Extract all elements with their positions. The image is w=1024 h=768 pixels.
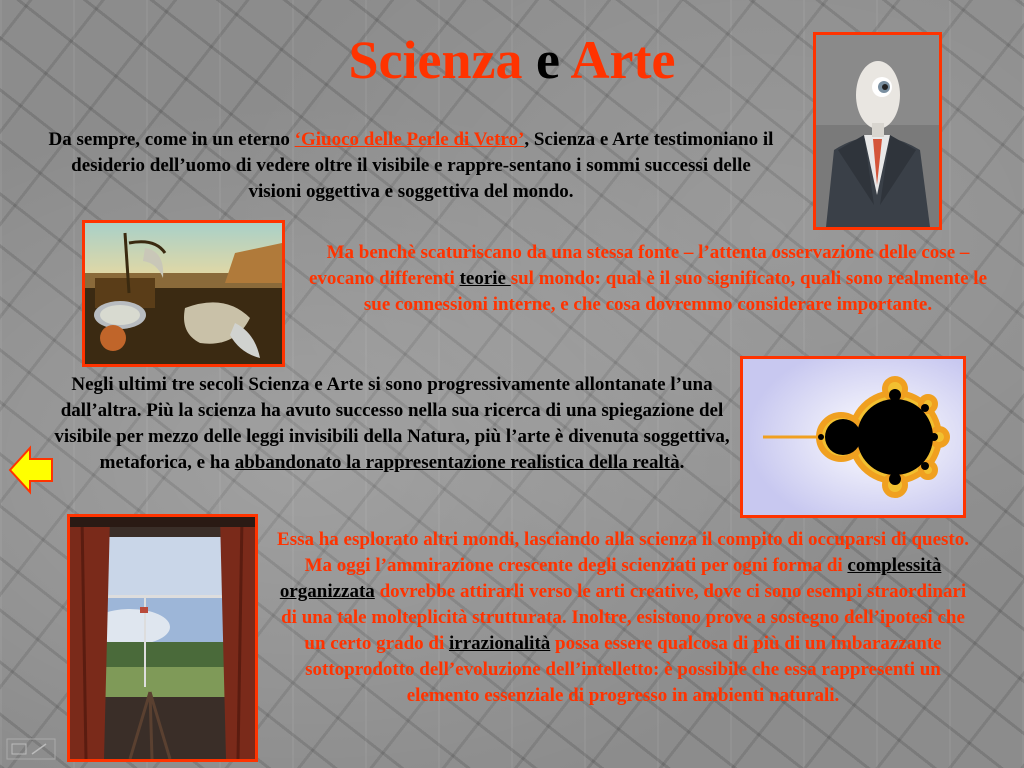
painting-dali-clocks: [82, 220, 285, 367]
painting-magritte-man: [813, 32, 942, 230]
title-word-scienza: Scienza: [348, 30, 523, 90]
link-teorie[interactable]: teorie: [459, 268, 511, 289]
paragraph-complexity: [276, 527, 970, 709]
link-complessita[interactable]: complessità organizzata: [279, 555, 942, 602]
paragraph-intro-text: Da sempre, come in un eterno: [48, 129, 295, 150]
paragraph-theories-text: Ma benchè scaturiscano da una stessa fonte – l’attenta osservazione delle cose – evocano differenti: [309, 242, 970, 289]
slide-nav-icon[interactable]: [6, 738, 56, 760]
paragraph-complexity-text-mid: dovrebbe attirarli verso le arti creative, dove ci sono esempi straordinari di una tale molteplicità strutturata. Inoltre, esistono prove a sostegno dell’ipotesi che un certo grado di: [281, 581, 967, 654]
paragraph-theories: [308, 240, 988, 318]
paragraph-divergence: [48, 372, 736, 476]
paragraph-theories-text-end: sul mondo: qual è il suo significato, quali sono realmente le sue connessioni interne, e che cosa dovremmo considerare importante.: [363, 268, 987, 315]
left-arrow-icon[interactable]: [8, 445, 54, 495]
image-mandelbrot-fractal: [740, 356, 966, 518]
paragraph-complexity-text: Essa ha esplorato altri mondi, lasciando alla scienza il compito di occuparsi di questo. Ma oggi l’ammirazione crescente degli scienziati per ogni forma di: [277, 529, 969, 576]
painting-magritte-window: [67, 514, 258, 762]
link-abbandonato[interactable]: abbandonato la rappresentazione realistica della realtà: [234, 452, 680, 473]
paragraph-intro-text-end: , Scienza e Arte testimoniano il desiderio dell’uomo di vedere oltre il visibile e rappre-sentano i sommi successi delle visioni oggettiva e soggettiva del mondo.: [71, 129, 774, 202]
paragraph-divergence-text-end: .: [679, 452, 685, 473]
link-irrazionalita[interactable]: irrazionalità: [448, 633, 551, 654]
title-word-arte: Arte: [570, 30, 676, 90]
title-word-e: e: [536, 30, 560, 90]
paragraph-divergence-text: Negli ultimi tre secoli Scienza e Arte si sono progressivamente allontanate l’una dall’altra. Più la scienza ha avuto successo nella sua ricerca di una spiegazione del visibile per mezzo delle leggi invisibili della Natura, più l’arte è divenuta soggettiva, metaforica, e ha: [54, 374, 730, 473]
paragraph-intro: [46, 127, 776, 205]
link-giuoco-perle[interactable]: ‘Giuoco delle Perle di Vetro’: [294, 129, 525, 150]
paragraph-complexity-text-end: possa essere qualcosa di più di un imbarazzante sottoprodotto dell’evoluzione dell’intelletto: è possibile che essa rappresenti un elemento essenziale di progresso in ambienti naturali.: [305, 633, 942, 706]
